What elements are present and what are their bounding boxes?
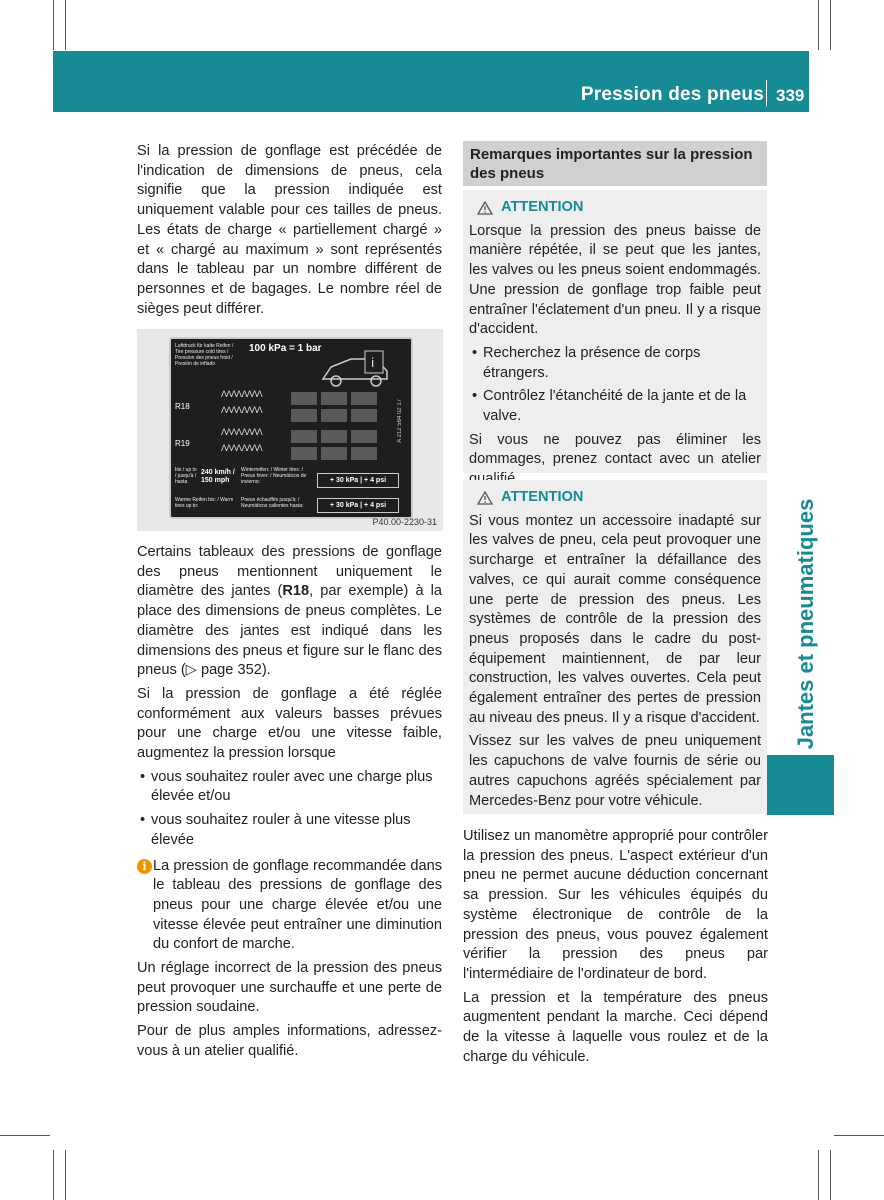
crop-mark bbox=[0, 1135, 50, 1136]
text-span: Certains tableaux des pressions de gonflage des pneus mentionnent uniquement le diamètre des jantes ( bbox=[137, 544, 442, 600]
pressure-cell bbox=[351, 409, 377, 422]
crop-mark bbox=[53, 1150, 54, 1200]
crop-mark bbox=[818, 1150, 819, 1200]
pressure-increase-box: + 30 kPa | + 4 psi bbox=[317, 473, 399, 488]
svg-text:i: i bbox=[371, 356, 375, 370]
pressure-cell bbox=[351, 447, 377, 460]
list-item-text: Contrôlez l'étanchéité de la jante et de la valve. bbox=[483, 388, 747, 425]
left-column-top bbox=[137, 142, 442, 323]
list-item-text: Recherchez la présence de corps étrangers. bbox=[483, 344, 701, 381]
placard-code: A 212 584 02 17 bbox=[397, 399, 403, 443]
plus-kpa: + 30 kPa bbox=[329, 477, 359, 484]
right-column-bottom bbox=[463, 827, 768, 1071]
pressure-cell bbox=[291, 430, 317, 443]
warning-box bbox=[463, 480, 767, 814]
tire-icon: ΛΛΛΛ ΛΛΛΛ bbox=[221, 427, 262, 437]
page-number: 339 bbox=[776, 86, 805, 105]
speed-values: 240 km/h / 150 mph bbox=[201, 469, 235, 484]
paragraph: Un réglage incorrect de la pression des pneus peut provoquer une surchauffe et une perte de pression soudaine. bbox=[137, 960, 442, 1016]
crop-mark bbox=[818, 0, 819, 50]
row-label-r19: R19 bbox=[175, 439, 190, 448]
row-label-r18: R18 bbox=[175, 402, 190, 411]
paragraph: Si la pression de gonflage a été réglée conformément aux valeurs basses prévues pour une charge et/ou une vitesse faible, augmentez la pression lorsque bbox=[137, 685, 442, 762]
list-item: • Recherchez la présence de corps étrangers. bbox=[472, 344, 701, 381]
pressure-cell bbox=[321, 447, 347, 460]
pressure-cell bbox=[291, 409, 317, 422]
side-chapter-label: Jantes et pneumatiques bbox=[793, 498, 818, 750]
warning-label: ATTENTION bbox=[501, 199, 584, 215]
list-item-text: vous souhaitez rouler à une vitesse plus élevée bbox=[151, 812, 411, 848]
warning-title bbox=[469, 488, 761, 508]
plus-kpa: + 30 kPa bbox=[329, 502, 359, 509]
text-span: , par exemple) à la place des dimensions de pneus complètes. Le diamètre des jantes est indiqué dans les dimensions des pneus et figure sur le flanc des pneus (▷ page 352). bbox=[137, 583, 442, 679]
paragraph: Utilisez un manomètre approprié pour contrôler la pression des pneus. L'aspect extérieur d'un pneu ne permet aucune déduction concernant sa pression. Sur les véhicules équipés du système électronique de contrôle de la pression des pneus, vous pouvez également vérifier la pression des pneus par l'intermédiaire de l'ordinateur de bord. bbox=[463, 828, 768, 982]
tire-pressure-placard bbox=[169, 337, 413, 519]
plus-psi: + 4 psi bbox=[364, 502, 387, 509]
warning-box bbox=[463, 190, 767, 473]
pressure-cell bbox=[321, 409, 347, 422]
pressure-cell bbox=[321, 392, 347, 405]
pressure-cell bbox=[351, 430, 377, 443]
warning-triangle-icon bbox=[477, 201, 493, 215]
list-item-text: vous souhaitez rouler avec une charge plus élevée et/ou bbox=[151, 768, 433, 805]
crop-mark bbox=[65, 0, 66, 50]
pressure-cell bbox=[291, 447, 317, 460]
car-outline-icon bbox=[321, 349, 391, 389]
crop-mark bbox=[65, 1150, 66, 1200]
crop-mark bbox=[830, 0, 831, 50]
section-heading: Remarques importantes sur la pression des pneus bbox=[470, 146, 753, 182]
placard-unit-line: 100 kPa = 1 bar bbox=[249, 343, 322, 354]
info-icon: i bbox=[137, 859, 152, 874]
tire-icon: ΛΛΛΛ ΛΛΛΛ bbox=[221, 443, 262, 453]
info-note-text: La pression de gonflage recommandée dans le tableau des pressions de gonflage des pneus pour une charge élevée et/ou une vitesse élevée peut entraîner une diminution du confort de marche. bbox=[153, 857, 442, 953]
pressure-cell bbox=[351, 392, 377, 405]
rim-diameter-example: R18 bbox=[282, 583, 310, 600]
header-divider bbox=[766, 80, 767, 106]
crop-mark bbox=[834, 1135, 884, 1136]
pressure-cell bbox=[291, 392, 317, 405]
list-item: • vous souhaitez rouler à une vitesse plus élevée bbox=[140, 812, 411, 848]
pressure-cell bbox=[321, 430, 347, 443]
speed-labels: bis / up to / jusqu'à / hasta bbox=[175, 467, 197, 485]
figure-caption: P40.00-2230-31 bbox=[372, 517, 437, 527]
plus-psi: + 4 psi bbox=[364, 477, 387, 484]
left-column-bottom bbox=[137, 543, 442, 1066]
list-item: • Contrôlez l'étanchéité de la jante et de la valve. bbox=[472, 388, 747, 425]
tire-pressure-placard-figure bbox=[137, 329, 443, 531]
warning-text: Si vous ne pouvez pas éliminer les dommages, prenez contact avec un atelier bbox=[469, 431, 761, 468]
warning-label: ATTENTION bbox=[501, 489, 584, 505]
side-tab-marker bbox=[767, 755, 834, 815]
paragraph bbox=[137, 543, 442, 681]
warning-title bbox=[469, 198, 761, 218]
warning-text: Si vous montez un accessoire inadapté sur les valves de pneu, cela peut provoquer une surcharge et entraîner la défaillance des valves, ce qui aurait comme conséquence une perte de pression des pneus. Les systèmes de contrôle de la pression des pneus proposés dans le cadre du post-équipement maintiennent, de par leur construction, les valves ouvertes. Cela peut également entraîner des pertes de pression au niveau des pneus. Il y a risque d'accident. bbox=[469, 512, 761, 726]
list-item: • vous souhaitez rouler avec une charge plus élevée et/ou bbox=[140, 768, 433, 805]
warning-text: Vissez sur les valves de pneu uniquement les capuchons de valve fournis de série ou autres capuchons agréés spécialement par Mercedes-Benz pour votre véhicule. bbox=[469, 733, 761, 809]
winter-tire-labels: Winterreifen: / Winter tires: / Pneus hiver: / Neumáticos de invierno: bbox=[241, 467, 307, 485]
paragraph: Si la pression de gonflage est précédée de l'indication de dimensions de pneus, cela signifie que la pression indiquée est uniquement valable pour ces tailles de pneus. Les états de charge « partiellement chargé » et « chargé au maximum » sont représentés dans le tableau par un nombre différent de personnes et de bagages. Le nombre réel de sièges peut différer. bbox=[137, 143, 442, 317]
paragraph: Pour de plus amples informations, adressez-vous à un atelier qualifié. bbox=[137, 1023, 442, 1059]
warning-text: Lorsque la pression des pneus baisse de manière répétée, il se peut que les jantes, les valves ou les pneus soient endommagés. Une pression de gonflage trop faible peut entraîner l'éclatement d'un pneu. Il y a risque d'accident. bbox=[469, 222, 761, 338]
crop-mark bbox=[830, 1150, 831, 1200]
warning-triangle-icon bbox=[477, 491, 493, 505]
tire-icon: ΛΛΛΛ ΛΛΛΛ bbox=[221, 389, 262, 399]
crop-mark bbox=[53, 0, 54, 50]
pressure-increase-box: + 30 kPa | + 4 psi bbox=[317, 498, 399, 513]
tire-icon: ΛΛΛΛ ΛΛΛΛ bbox=[221, 405, 262, 415]
page-title: Pression des pneus bbox=[580, 84, 764, 105]
warm-tire-labels-fr: Pneus échauffés jusqu'à: / Neumáticos calientes hasta: bbox=[241, 497, 304, 509]
warm-tire-labels: Warme Reifen bis: / Warm tires up to: bbox=[175, 497, 234, 509]
paragraph: La pression et la température des pneus augmentent pendant la marche. Ceci dépend de la vitesse à laquelle vous roulez et de la charge du véhicule. bbox=[463, 989, 768, 1065]
info-note bbox=[137, 857, 442, 956]
placard-title: Luftdruck für kalte Reifen / Tire pressure cold tires / Pression des pneus froid / Presión de inflado bbox=[175, 343, 234, 367]
